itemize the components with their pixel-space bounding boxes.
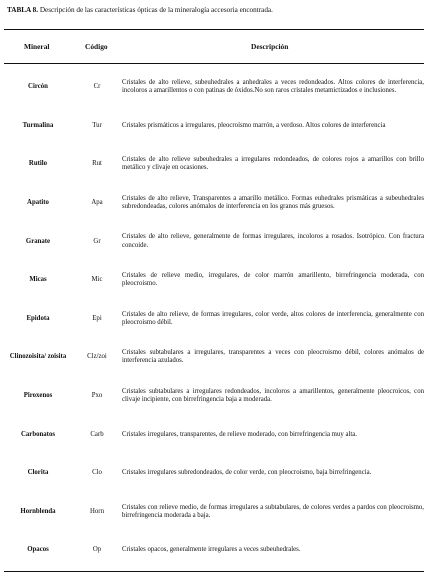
table-row <box>4 68 428 107</box>
mineral-cell: Rutilo <box>28 160 48 168</box>
caption-text: Descripción de las características ópticas de la mineralogía accesoria encontrada. <box>38 6 273 14</box>
table-row <box>4 454 428 493</box>
top-rule <box>4 29 424 30</box>
codigo-cell: Epi <box>92 314 102 322</box>
mineral-cell: Granate <box>25 237 51 245</box>
codigo-cell: Pxo <box>91 391 103 399</box>
codigo-cell: Rut <box>92 160 102 168</box>
codigo-cell: Carb <box>90 430 104 438</box>
descripcion-cell: Cristales irregulares subredondeados, de color verde, con pleocroismo, baja birrefringencia. <box>122 469 372 477</box>
table-row <box>4 107 428 146</box>
mineral-cell: Micas <box>29 276 47 284</box>
table-row <box>4 300 428 339</box>
descripcion-cell: Cristales subtabulares a irregulares, transparentes a veces con pleocroismo débil, colores anómalos de interferencia azulados. <box>122 349 424 365</box>
descripcion-cell: Cristales de alto relieve subeuhedrales a irregulares redondeados, de colores rojos a amarillos con brillo metálico y clivaje en ocasiones. <box>122 156 424 172</box>
mineral-cell: Apatito <box>27 198 49 206</box>
table-caption <box>7 6 273 15</box>
descripcion-cell: Cristales con relieve medio, de formas irregulares a subtabulares, de colores verdes a pardos con pleocroismo, birrefringencia moderada a baja. <box>122 503 424 519</box>
bottom-rule <box>4 571 424 572</box>
mineral-cell: Clorita <box>27 469 49 477</box>
descripcion-cell: Cristales opacos, generalmente irregulares a veces subeuhedrales. <box>122 546 301 554</box>
codigo-cell: Op <box>92 546 102 554</box>
minerals-table <box>4 68 428 570</box>
header-descripcion: Descripción <box>251 42 289 51</box>
header-codigo: Código <box>85 42 108 51</box>
descripcion-cell: Cristales irregulares, transparentes, de relieve moderado, con birrefringencia muy alta. <box>122 430 357 438</box>
descripcion-cell: Cristales de alto relieve, subeuhedrales a anhedrales a veces redondeados. Altos colores de interferencia, incoloros a amarillentos o con patinas de óxidos.No son raros cristales metamictizados e inclusiones. <box>122 79 424 95</box>
table-row <box>4 531 428 570</box>
mineral-cell: Piroxenos <box>23 391 53 399</box>
descripcion-cell: Cristales prismáticos a irregulares, pleocroísmo marrón, a verdoso. Altos colores de interferencia <box>122 121 386 129</box>
mineral-cell: Carbonatos <box>21 430 55 438</box>
descripcion-cell: Cristales de alto relieve, de formas irregulares, color verde, altos colores de interferencia, generalmente con pleocroismo débil. <box>122 310 424 326</box>
mineral-cell: Circón <box>28 83 48 91</box>
mineral-cell: Turmalina <box>22 121 54 129</box>
codigo-cell: Gr <box>93 237 101 245</box>
descripcion-cell: Cristales de relieve medio, irregulares, de color marrón amarillento, birrefringencia moderada, con pleocroismo. <box>122 272 424 288</box>
codigo-cell: Cr <box>93 83 101 91</box>
table-row <box>4 415 428 454</box>
header-rule <box>4 63 424 64</box>
minerals-table-body <box>4 68 428 570</box>
table-row <box>4 145 428 184</box>
descripcion-cell: Cristales de alto relieve, Transparentes a amarillo metálico. Formas euhedrales prismáticas a subeuhedrales subredondeadas, colores anómalos de interferencia en los granos más gruesos. <box>122 194 424 211</box>
mineral-cell: Epidota <box>26 314 50 322</box>
table-row <box>4 338 428 377</box>
table-row <box>4 377 428 416</box>
mineral-cell: Hornblenda <box>20 507 56 515</box>
codigo-cell: Tur <box>92 121 102 129</box>
codigo-cell: Mic <box>91 276 103 284</box>
table-row <box>4 493 428 532</box>
codigo-cell: Apa <box>91 198 103 206</box>
mineral-cell: Clinozoisita/ zoisita <box>9 353 67 361</box>
mineral-cell: Opacos <box>27 546 49 554</box>
descripcion-cell: Cristales de alto relieve, generalmente de formas irregulares, incoloros a rosados. Isotrópico. Con fractura concoide. <box>122 233 424 249</box>
header-mineral: Mineral <box>24 42 50 51</box>
descripcion-cell: Cristales subtabulares a irregulares redondeados, incoloros a amarillentos, generalmente pleocroicos, con clivaje incipiente, con birrefringencia baja a moderada. <box>122 387 424 404</box>
codigo-cell: Clz/zoi <box>87 353 107 361</box>
table-row <box>4 184 428 223</box>
codigo-cell: Horn <box>90 507 104 515</box>
table-row <box>4 222 428 261</box>
codigo-cell: Clo <box>92 469 102 477</box>
caption-label: TABLA 8. <box>7 6 39 14</box>
table-row <box>4 261 428 300</box>
